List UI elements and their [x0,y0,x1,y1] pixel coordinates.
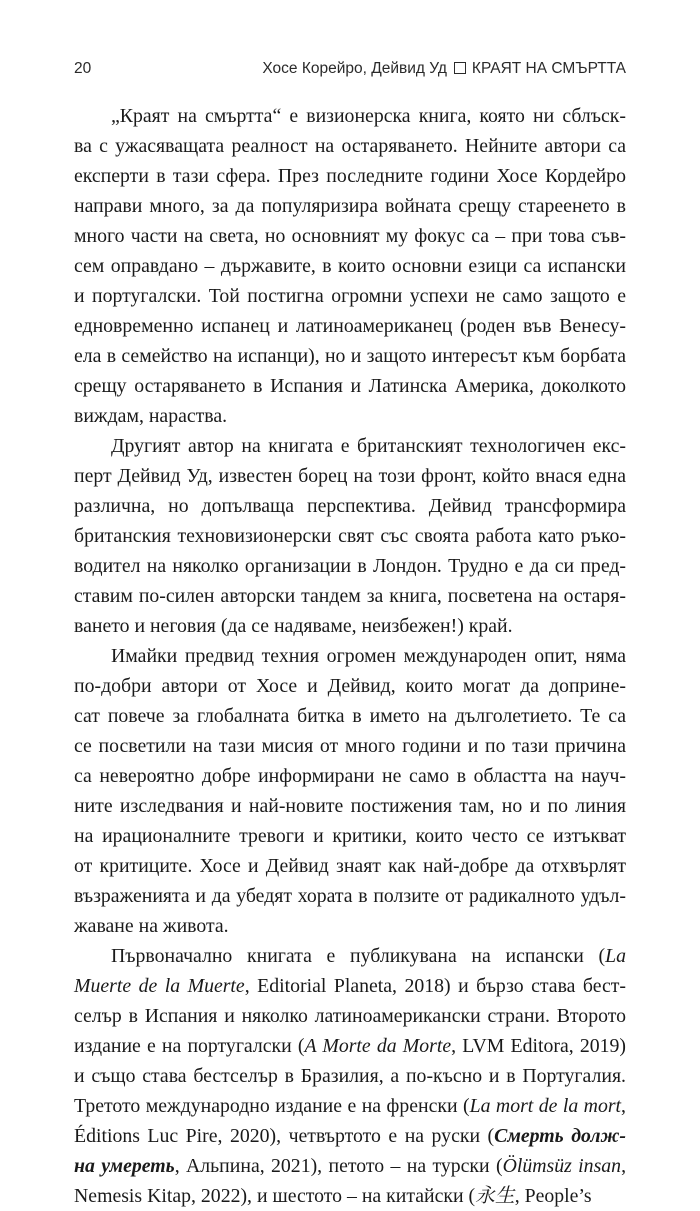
emphasized-title: 永生 [475,1185,515,1207]
text-line: по-добри автори от Хосе и Дейвид, които могат да доприне- [74,675,626,697]
text-segment: , [621,1095,626,1117]
text-line: са невероятно добре информирани не само в областта на науч- [74,765,626,787]
text-line: и португалски. Той постигна огромни успехи не само защото е [74,285,626,307]
text-line: виждам, нараства. [74,405,228,427]
text-line: британския техновизионерски свят със своята работа като ръко- [74,525,626,547]
text-line [74,971,626,1001]
text-line [74,1001,626,1031]
text-line [74,1121,626,1151]
paragraph [74,941,626,1211]
paragraph [74,641,626,941]
text-line [74,1091,626,1121]
text-line: много части на света, но основният му фокус са – при това съв- [74,225,626,247]
text-line [74,1151,626,1181]
text-segment: , LVM Editora, 2019) [451,1035,626,1057]
running-head [262,60,626,78]
emphasized-title: Muerte de la Muerte [74,975,245,997]
text-line: сат повече за глобалната битка в името на дълголетието. Те са [74,705,626,727]
emphasized-title: La [605,945,626,967]
text-line: „Краят на смъртта“ е визионерска книга, която ни сблъск- [111,105,626,127]
paragraph [74,101,626,431]
text-line: на ирационалните тревоги и критики, които често се изтъкват [74,825,626,847]
text-line: жаване на живота. [74,915,229,937]
text-segment: Третото международно издание е на френски ( [74,1095,470,1117]
running-head-authors: Хосе Корейро, Дейвид Уд [262,60,447,77]
text-line: сем оправдано – държавите, в които основни езици са испански [74,255,626,277]
text-line: различна, но допълваща перспектива. Дейвид трансформира [74,495,626,517]
body-text [74,101,626,1211]
text-segment: Éditions Luc Pire, 2020), четвъртото е на руски ( [74,1125,495,1147]
text-segment: , Editorial Planeta, 2018) и бързо става бест- [244,975,626,997]
text-line: от критиците. Хосе и Дейвид знаят как най-добре да отхвърлят [74,855,626,877]
text-segment: Nemesis Kitap, 2022), и шестото – на китайски ( [74,1185,476,1207]
text-line [74,941,626,971]
text-segment: и също става бестселър в Бразилия, а по-късно и в Португалия. [74,1065,626,1087]
text-segment: , [621,1155,627,1177]
text-line: експерти в тази сфера. През последните години Хосе Кордейро [74,165,626,187]
text-line: ните изследвания и най-новите постижения там, но и по линия [74,795,626,817]
text-line: перт Дейвид Уд, известен борец на този фронт, който внася една [74,465,626,487]
text-segment: Първоначално книгата е публикувана на испански ( [111,945,606,967]
text-line: едновременно испанец и латиноамериканец (роден във Венесу- [74,315,626,337]
text-segment: селър в Испания и няколко латиноамерикански страни. Второто [74,1005,626,1027]
text-line: ването и неговия (да се надяваме, неизбежен!) край. [74,615,513,637]
page-number: 20 [74,60,92,77]
text-line: водител на няколко организации в Лондон. Трудно е да си пред- [74,555,626,577]
text-line [74,1061,626,1091]
paragraph [74,431,626,641]
text-line: Имайки предвид техния огромен международен опит, няма [111,645,626,667]
text-line [74,1031,626,1061]
text-segment: , Альпина, 2021), петото – на турски ( [174,1155,503,1177]
text-line: Другият автор на книгата е британският технологичен екс- [111,435,626,457]
text-line [74,1181,626,1211]
text-line: ва с ужасяващата реалност на остаряването. Нейните автори са [74,135,626,157]
text-line: направи много, за да популяризира войната срещу стареенето в [74,195,626,217]
emphasized-title: Смерть долж- [494,1125,626,1147]
emphasized-title: на умереть [74,1155,175,1177]
text-segment: , People’s [514,1185,592,1207]
page-header [74,60,626,90]
emphasized-title: Ölümsüz insan [502,1155,622,1177]
text-line: възраженията и да убедят хората в ползите от радикалното удъл- [74,885,626,907]
text-line: ела в семейство на испанци), но и защото интересът към борбата [74,345,626,367]
text-segment: издание е на португалски ( [74,1035,305,1057]
text-line: ставим по-силен авторски тандем за книга, посветена на остаря- [74,585,626,607]
emphasized-title: La mort de la mort [469,1095,622,1117]
text-line: се посветили на тази мисия от много години и по тази причина [74,735,626,757]
square-bullet-icon [454,62,466,74]
text-line: срещу остаряването в Испания и Латинска Америка, доколкото [74,375,626,397]
running-head-title: КРАЯТ НА СМЪРТТА [471,60,626,77]
emphasized-title: A Morte da Morte [304,1035,452,1057]
